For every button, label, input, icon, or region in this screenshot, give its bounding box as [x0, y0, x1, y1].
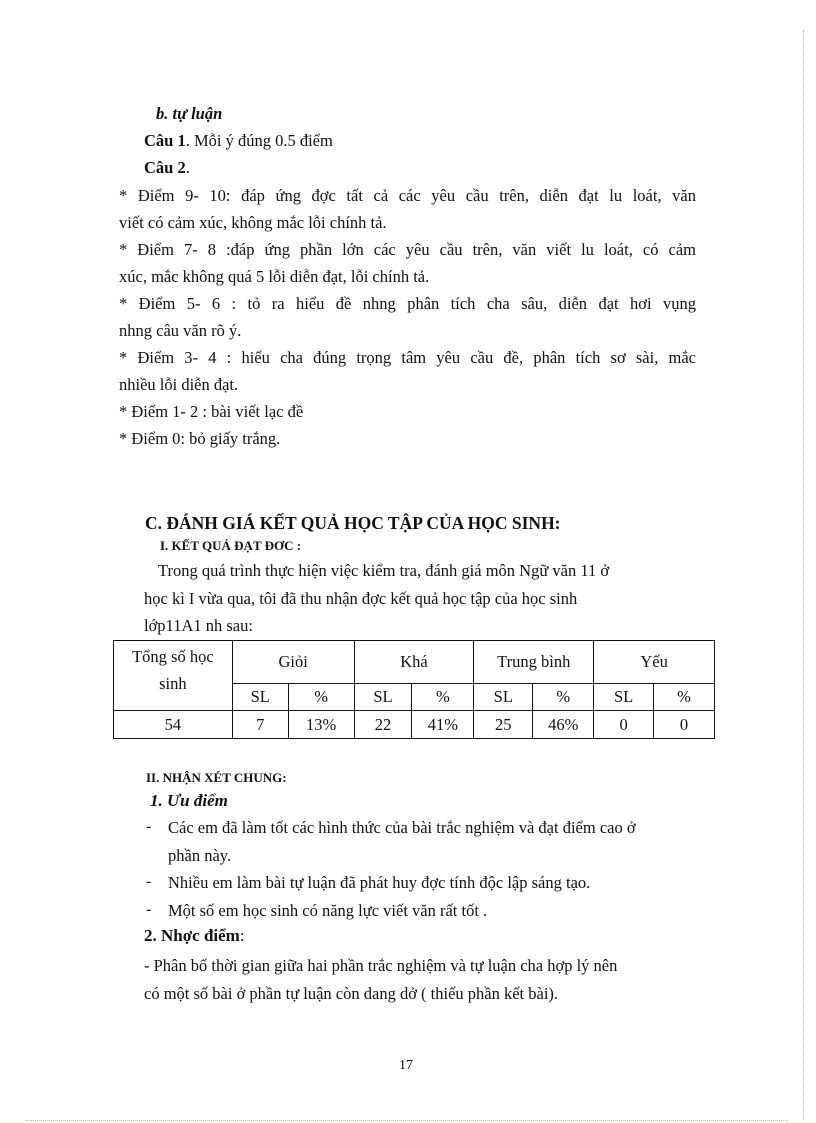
criteria-1-line2: viết có cảm xúc, không mắc lỗi chính tả.	[119, 213, 387, 232]
cau-1-text: . Mỗi ý đúng 0.5 điểm	[185, 131, 333, 150]
criteria-4-line1: * Điểm 3- 4 : hiểu cha đúng trọng tâm yêu cầu đề, phân tích sơ sài, mắc	[119, 348, 696, 367]
nhuoc-diem-colon: :	[239, 926, 245, 945]
criteria-3-line1: * Điểm 5- 6 : tỏ ra hiểu đề nhng phân tích cha sâu, diễn đạt hơi vụng	[119, 294, 696, 313]
criteria-2-line1: * Điểm 7- 8 :đáp ứng phần lớn các yêu cầu trên, văn viết lu loát, có cảm	[119, 240, 696, 259]
sub-sl: SL	[474, 684, 533, 711]
sub-percent: %	[412, 684, 474, 711]
cell-gioi-percent: 13%	[288, 711, 354, 739]
cau-1-label: Câu 1	[144, 131, 186, 150]
nhuoc-diem-line-2: có một số bài ở phần tự luận còn dang dở ( thiếu phần kết bài).	[144, 984, 559, 1003]
uu-diem-item-1-line2: phần này.	[168, 846, 232, 865]
header-total: Tổng số học sinh	[114, 641, 233, 711]
bullet-dash: -	[146, 873, 152, 890]
uu-diem-item-2: Nhiều em làm bài tự luận đã phát huy đợc tính độc lập sáng tạo.	[168, 873, 591, 892]
bullet-dash: -	[146, 901, 152, 918]
nhuoc-diem-line-1: - Phân bố thời gian giữa hai phần trắc nghiệm và tự luận cha hợp lý nên	[144, 956, 618, 975]
cell-yeu-percent: 0	[654, 711, 715, 739]
uu-diem-item-3: Một số em học sinh có năng lực viết văn rất tốt .	[168, 901, 488, 920]
bullet-dash: -	[146, 818, 152, 835]
header-kha: Khá	[354, 641, 474, 684]
sub-percent: %	[533, 684, 594, 711]
section-c1-title: I. KẾT QUẢ ĐẠT ĐƠC :	[160, 538, 302, 553]
intro-line-2: học kì I vừa qua, tôi đã thu nhận đợc kết quả học tập của học sinh	[144, 589, 578, 608]
uu-diem-title: 1. Ưu điểm	[150, 791, 228, 810]
table-row	[114, 711, 715, 739]
cau-2-line	[144, 158, 190, 178]
sub-sl: SL	[594, 684, 654, 711]
sub-percent: %	[288, 684, 354, 711]
section-b-title: b. tự luận	[156, 104, 223, 123]
cell-tb-percent: 46%	[533, 711, 594, 739]
sub-sl: SL	[232, 684, 288, 711]
cell-total: 54	[114, 711, 233, 739]
nhuoc-diem-title-line	[144, 926, 245, 946]
criteria-1-line1: * Điểm 9- 10: đáp ứng đợc tất cả các yêu cầu trên, diễn đạt lu loát, văn	[119, 186, 696, 205]
cell-yeu-sl: 0	[594, 711, 654, 739]
uu-diem-item-1-line1: Các em đã làm tốt các hình thức của bài trắc nghiệm và đạt điểm cao ở	[168, 818, 636, 837]
criteria-2-line2: xúc, mắc không quá 5 lỗi diễn đạt, lỗi chính tả.	[119, 267, 430, 286]
cau-1-line	[144, 131, 333, 151]
criteria-3-line2: nhng câu văn rõ ý.	[119, 321, 242, 340]
criteria-5-line: * Điểm 1- 2 : bài viết lạc đề	[119, 402, 304, 421]
cau-2-text: .	[185, 158, 190, 177]
results-table	[113, 640, 715, 739]
criteria-6-line: * Điểm 0: bỏ giấy trắng.	[119, 429, 281, 448]
cau-2-label: Câu 2	[144, 158, 186, 177]
table-header-row	[114, 641, 715, 684]
intro-line-3: lớp11A1 nh sau:	[144, 616, 253, 635]
cell-tb-sl: 25	[474, 711, 533, 739]
section-c2-title: II. NHẬN XÉT CHUNG:	[146, 770, 287, 785]
page-bottom-border	[26, 1120, 788, 1121]
criteria-4-line2: nhiều lỗi diễn đạt.	[119, 375, 239, 394]
page-right-border	[803, 30, 804, 1120]
section-c-title: C. ĐÁNH GIÁ KẾT QUẢ HỌC TẬP CỦA HỌC SINH:	[145, 513, 561, 533]
header-trung-binh: Trung bình	[474, 641, 594, 684]
sub-percent: %	[654, 684, 715, 711]
header-yeu: Yếu	[594, 641, 715, 684]
sub-sl: SL	[354, 684, 412, 711]
nhuoc-diem-title: 2. Nhợc điểm	[144, 926, 240, 945]
intro-line-1: Trong quá trình thực hiện việc kiểm tra, đánh giá môn Ngữ văn 11 ở	[158, 561, 610, 580]
cell-kha-sl: 22	[354, 711, 412, 739]
header-gioi: Giỏi	[232, 641, 354, 684]
cell-kha-percent: 41%	[412, 711, 474, 739]
cell-gioi-sl: 7	[232, 711, 288, 739]
page-number: 17	[399, 1058, 413, 1073]
